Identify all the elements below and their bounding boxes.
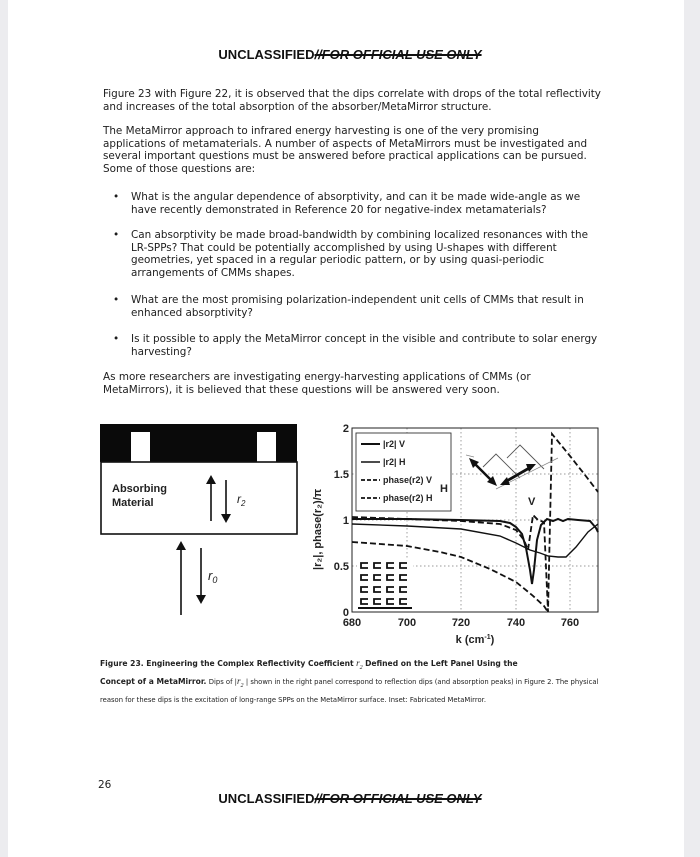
- paragraph-2: The MetaMirror approach to infrared energy harvesting is one of the very promising applications of metamaterials. A number of aspects of MetaMirrors must be investigated and several important questions must be answered before practical applications can be pursued. Some of those questions are:: [103, 125, 588, 175]
- absorbing-material-label-1: Absorbing: [112, 483, 167, 495]
- header-classification-banner: [0, 47, 700, 62]
- svg-text:1.5: 1.5: [333, 469, 349, 481]
- footer-classification: UNCLASSIFIED: [218, 791, 315, 806]
- legend-item-r2-h: |r2| H: [383, 457, 406, 467]
- bullet-icon: •: [113, 229, 120, 241]
- polarization-inset: [440, 445, 558, 508]
- bullet-item-4: • Is it possible to apply the MetaMirror concept in the visible and contribute to solar energy harvesting?: [113, 333, 598, 358]
- svg-text:760: 760: [560, 617, 580, 629]
- svg-text:1: 1: [342, 515, 349, 527]
- header-classification: UNCLASSIFIED: [218, 47, 315, 62]
- svg-text:680: 680: [342, 617, 362, 629]
- y-axis-label: |r₂|, phase(r₂)/π: [312, 488, 324, 570]
- svg-text:740: 740: [506, 617, 526, 629]
- x-axis-label: k $(cm^{-1})$: [455, 634, 495, 646]
- svg-text:720: 720: [451, 617, 471, 629]
- page-number: 26: [98, 779, 112, 791]
- bullet-item-3: • What are the most promising polarization-independent unit cells of CMMs that result in enhanced absorptivity?: [113, 294, 584, 319]
- inset-label-v: V: [528, 496, 536, 508]
- figure-caption: Figure 23. Engineering the Complex Reflectivity Coefficient $r_2$ Defined on the Left Panel Using the Concept of a MetaMirror. Dips of $|r_2$ | shown in the right panel correspond to reflection dips (and absorption peaks) in Figure 2. The physical reason for these dips is the excitation of long-range SPPs on the MetaMirror surface. Inset: Fabricated MetaMirror.: [100, 658, 599, 704]
- footer-struck-marking: //FOR OFFICIAL USE ONLY: [314, 791, 482, 806]
- svg-text:0: 0: [342, 607, 349, 619]
- bullet-item-2: • Can absorptivity be made broad-bandwidth by combining localized resonances with the LR-SPPs? That could be potentially accomplished by using U-shapes with different geometries, yet spaced in a regular periodic pattern, or by using quasi-periodic arrangements of CMMs shapes.: [113, 229, 588, 279]
- fabricated-metamirror-inset: [357, 558, 413, 610]
- chart-legend: [356, 433, 451, 511]
- paragraph-1: Figure 23 with Figure 22, it is observed that the dips correlate with drops of the total reflectivity and increases of the total absorption of the absorber/MetaMirror structure.: [103, 88, 601, 113]
- absorbing-material-label-2: Material: [112, 497, 154, 509]
- reflectivity-plot: [312, 423, 598, 646]
- bullet-item-1: • What is the angular dependence of absorptivity, and can it be made wide-angle as we have recently demonstrated in Reference 20 for negative-index metamaterials?: [113, 191, 581, 216]
- svg-text:2: 2: [342, 423, 349, 435]
- inset-label-h: H: [440, 483, 448, 495]
- r0-label: $r_0$: [208, 568, 218, 585]
- paragraph-3: As more researchers are investigating energy-harvesting applications of CMMs (or MetaMirrors), it is believed that these questions will be answered very soon.: [103, 371, 531, 396]
- legend-item-phase-h: phase(r2) H: [383, 493, 433, 503]
- metamirror-schematic: [100, 424, 297, 615]
- r2-label: $r_2$: [237, 492, 246, 508]
- bullet-icon: •: [113, 294, 120, 306]
- svg-text:700: 700: [397, 617, 417, 629]
- legend-item-r2-v: |r2| V: [383, 439, 406, 449]
- svg-text:0.5: 0.5: [333, 561, 349, 573]
- header-struck-marking: //FOR OFFICIAL USE ONLY: [314, 47, 482, 62]
- bullet-icon: •: [113, 191, 120, 203]
- figure-23: [100, 420, 610, 650]
- bullet-icon: •: [113, 333, 120, 345]
- legend-item-phase-v: phase(r2) V: [383, 475, 433, 485]
- footer-classification-banner: [0, 791, 700, 806]
